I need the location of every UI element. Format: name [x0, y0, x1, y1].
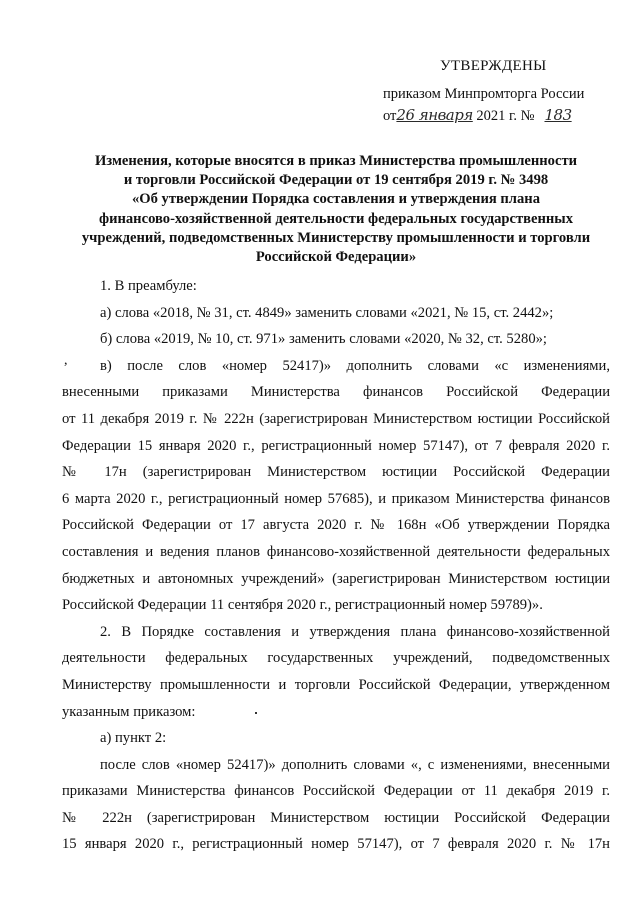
- body-line: деятельности федеральных государственных учреждений, подведомственных: [62, 650, 610, 667]
- document-body: [62, 273, 610, 858]
- order-reference: приказом Минпромторга России: [383, 86, 585, 102]
- approved-stamp: УТВЕРЖДЕНЫ: [440, 58, 547, 74]
- body-line: бюджетных и автономных учреждений» (зарегистрирован Министерством юстиции: [62, 570, 610, 587]
- body-line: Федерации 15 января 2020 г., регистрационный номер 57147), от 7 февраля 2020 г.: [62, 437, 610, 454]
- body-line: от 11 декабря 2019 г. № 222н (зарегистрирован Министерством юстиции Российской: [62, 410, 610, 427]
- body-line: в) после слов «номер 52417)» дополнить словами «с изменениями,: [100, 357, 610, 374]
- margin-mark: ,: [64, 353, 68, 368]
- date-year: 2021 г. №: [476, 108, 535, 124]
- title-line: Изменения, которые вносятся в приказ Министерства промышленности: [94, 153, 578, 169]
- title-line: учреждений, подведомственных Министерству промышленности и торговли: [81, 229, 591, 246]
- body-line: указанным приказом:: [62, 703, 196, 720]
- scan-speck: [255, 712, 257, 714]
- body-line: 1. В преамбуле:: [100, 278, 197, 294]
- title-line: финансово-хозяйственной деятельности федеральных государственных: [98, 210, 574, 227]
- body-line: 2. В Порядке составления и утверждения плана финансово-хозяйственной: [100, 623, 610, 640]
- body-line: № 17н (зарегистрирован Министерством юстиции Российской Федерации: [62, 464, 610, 481]
- body-line: 6 марта 2020 г., регистрационный номер 57685), и приказом Министерства финансов: [62, 490, 610, 507]
- body-line: приказами Министерства финансов Российской Федерации от 11 декабря 2019 г.: [62, 783, 610, 800]
- body-line: Министерству промышленности и торговли Российской Федерации, утвержденном: [62, 676, 610, 693]
- body-line: а) слова «2018, № 31, ст. 4849» заменить словами «2021, № 15, ст. 2442»;: [100, 304, 554, 321]
- handwritten-date: 26 января: [396, 106, 473, 124]
- title-line: «Об утверждении Порядка составления и утверждения плана: [131, 191, 541, 208]
- handwritten-number: 183: [544, 106, 572, 124]
- body-line: а) пункт 2:: [100, 730, 167, 747]
- title-line: Российской Федерации»: [255, 249, 417, 266]
- document-title: [62, 152, 610, 267]
- date-prefix: от: [383, 108, 397, 124]
- body-line: внесенными приказами Министерства финансов Российской Федерации: [62, 384, 610, 401]
- body-line: б) слова «2019, № 10, ст. 971» заменить словами «2020, № 32, ст. 5280»;: [100, 331, 547, 348]
- body-line: Российской Федерации от 17 августа 2020 г. № 168н «Об утверждении Порядка: [62, 517, 610, 534]
- body-line: 15 января 2020 г., регистрационный номер 57147), от 7 февраля 2020 г. № 17н: [62, 836, 610, 853]
- body-line: составления и ведения планов финансово-хозяйственной деятельности федеральных: [62, 543, 610, 560]
- body-line: № 222н (зарегистрирован Министерством юстиции Российской Федерации: [62, 809, 610, 826]
- title-line: и торговли Российской Федерации от 19 сентября 2019 г. № 3498: [123, 172, 549, 189]
- order-date-line: [383, 106, 578, 125]
- body-line: после слов «номер 52417)» дополнить словами «, с изменениями, внесенными: [100, 756, 610, 773]
- body-line: Российской Федерации 11 сентября 2020 г., регистрационный номер 59789)».: [62, 597, 543, 614]
